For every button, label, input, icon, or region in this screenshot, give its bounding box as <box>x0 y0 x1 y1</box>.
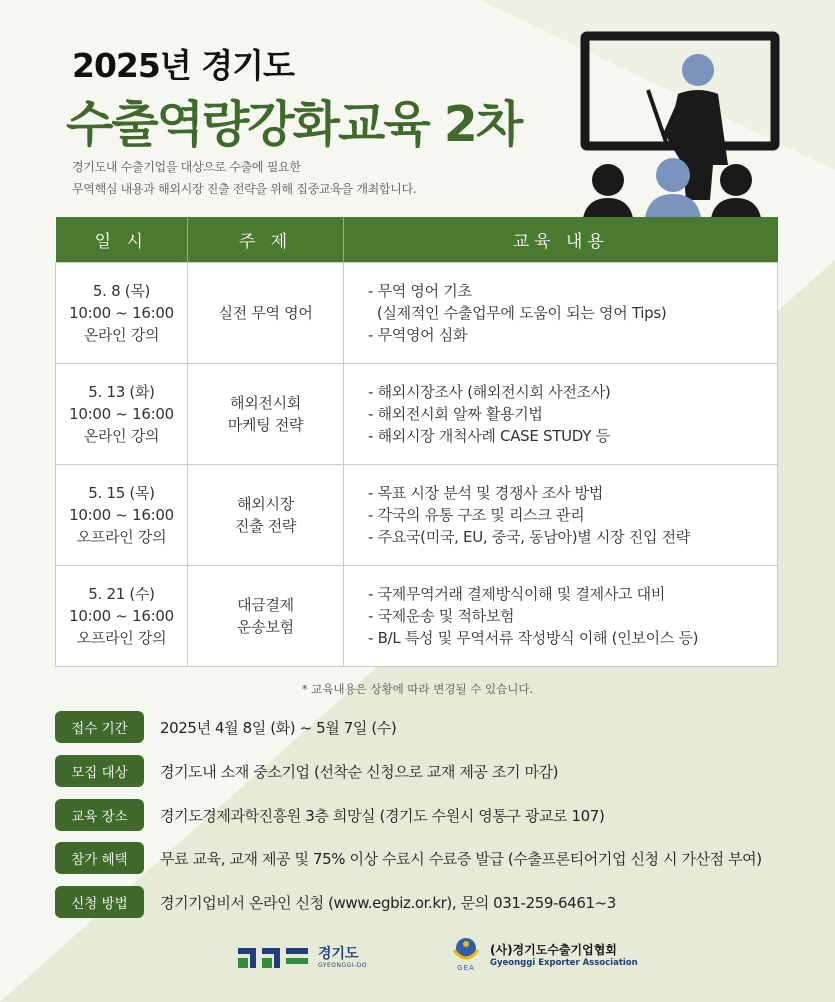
topic-text: 마케팅 전략 <box>227 416 304 434</box>
date-cell <box>56 465 188 566</box>
table-row <box>56 263 778 364</box>
intro-line: 경기도내 수출기업을 대상으로 수출에 필요한 <box>72 160 301 174</box>
format-text: 오프라인 강의 <box>76 528 167 546</box>
date-text: 5. 21 (수) <box>88 585 155 603</box>
gyeonggi-logo-korean: 경기도 <box>318 946 359 962</box>
info-row-target <box>55 755 558 787</box>
info-value: 2025년 4월 8일 (화) ~ 5월 7일 (수) <box>160 718 397 737</box>
time-text: 10:00 ~ 16:00 <box>69 506 174 524</box>
content-cell <box>344 566 778 667</box>
page-year-title: 2025년 경기도 <box>72 46 294 85</box>
topic-cell <box>188 566 344 667</box>
content-line: (실제적인 수출업무에 도움이 되는 영어 Tips) <box>368 304 667 322</box>
info-row-location <box>55 799 604 831</box>
page-title: 수출역량강화교육 2차 <box>66 96 522 153</box>
content-line: - 해외시장조사 (해외전시회 사전조사) <box>368 383 611 401</box>
content-line: - 해외전시회 알짜 활용기법 <box>368 405 543 423</box>
intro-line: 무역핵심 내용과 해외시장 진출 전략을 위해 집중교육을 개최합니다. <box>72 182 417 196</box>
gea-logo-icon <box>448 936 484 966</box>
topic-cell <box>188 364 344 465</box>
association-name-korean: (사)경기도수출기업협회 <box>490 942 617 957</box>
column-header-content: 교육 내용 <box>344 217 778 263</box>
presentation-illustration-icon <box>578 30 788 225</box>
topic-text: 진출 전략 <box>234 517 297 535</box>
gea-logo-mark: GEA <box>457 964 475 972</box>
topic-text: 운송보험 <box>237 618 294 636</box>
content-cell <box>344 465 778 566</box>
info-label-badge: 접수 기간 <box>55 711 144 743</box>
gyeonggi-logo <box>238 944 367 972</box>
info-value: 무료 교육, 교재 제공 및 75% 이상 수료시 수료증 발급 (수출프론티어기업 신청 시 가산점 부여) <box>160 849 762 868</box>
content-line: - 해외시장 개척사례 CASE STUDY 등 <box>368 427 610 445</box>
info-label-badge: 신청 방법 <box>55 886 144 918</box>
change-notice: * 교육내용은 상황에 따라 변경될 수 있습니다. <box>301 682 534 696</box>
topic-text: 실전 무역 영어 <box>218 304 313 322</box>
content-line: - 국제무역거래 결제방식이해 및 결제사고 대비 <box>368 585 666 603</box>
table-row <box>56 465 778 566</box>
date-text: 5. 15 (목) <box>88 484 155 502</box>
table-header-row <box>56 217 778 263</box>
time-text: 10:00 ~ 16:00 <box>69 304 174 322</box>
gea-logo <box>448 936 638 974</box>
time-text: 10:00 ~ 16:00 <box>69 607 174 625</box>
table-row <box>56 566 778 667</box>
content-line: - 각국의 유통 구조 및 리스크 관리 <box>368 506 585 524</box>
topic-text: 대금결제 <box>237 596 294 614</box>
date-text: 5. 8 (목) <box>92 282 151 300</box>
info-label-badge: 참가 혜택 <box>55 842 144 874</box>
topic-cell <box>188 263 344 364</box>
info-label-badge: 모집 대상 <box>55 755 144 787</box>
info-row-how-to-apply <box>55 886 616 918</box>
content-line: - 무역영어 심화 <box>368 326 468 344</box>
date-cell <box>56 364 188 465</box>
info-value: 경기기업비서 온라인 신청 (www.egbiz.or.kr), 문의 031-259-6461~3 <box>160 893 616 912</box>
education-schedule-table <box>55 217 778 667</box>
format-text: 온라인 강의 <box>83 326 160 344</box>
content-line: - B/L 특성 및 무역서류 작성방식 이해 (인보이스 등) <box>368 629 699 647</box>
info-value: 경기도경제과학진흥원 3층 희망실 (경기도 수원시 영통구 광교로 107) <box>160 806 605 825</box>
association-name-english: Gyeonggi Exporter Association <box>490 957 638 968</box>
info-row-application-period <box>55 711 396 743</box>
time-text: 10:00 ~ 16:00 <box>69 405 174 423</box>
content-cell <box>344 263 778 364</box>
topic-text: 해외전시회 <box>230 394 301 412</box>
content-cell <box>344 364 778 465</box>
format-text: 오프라인 강의 <box>76 629 167 647</box>
content-line: - 무역 영어 기초 <box>368 282 472 300</box>
column-header-topic: 주 제 <box>188 217 344 263</box>
content-line: - 목표 시장 분석 및 경쟁사 조사 방법 <box>368 484 604 502</box>
topic-cell <box>188 465 344 566</box>
date-cell <box>56 263 188 364</box>
topic-text: 해외시장 <box>237 495 294 513</box>
column-header-date: 일 시 <box>56 217 188 263</box>
content-line: - 주요국(미국, EU, 중국, 동남아)별 시장 진입 전략 <box>368 528 690 546</box>
format-text: 온라인 강의 <box>83 427 160 445</box>
info-row-benefits <box>55 842 762 874</box>
info-label-badge: 교육 장소 <box>55 799 144 831</box>
gyeonggi-logo-icon <box>238 944 310 972</box>
info-value: 경기도내 소재 중소기업 (선착순 신청으로 교재 제공 조기 마감) <box>160 762 559 781</box>
table-row <box>56 364 778 465</box>
gyeonggi-logo-english: GYEONGGI-DO <box>318 962 368 969</box>
date-text: 5. 13 (화) <box>88 383 155 401</box>
date-cell <box>56 566 188 667</box>
intro-text <box>72 156 416 200</box>
content-line: - 국제운송 및 적하보험 <box>368 607 515 625</box>
